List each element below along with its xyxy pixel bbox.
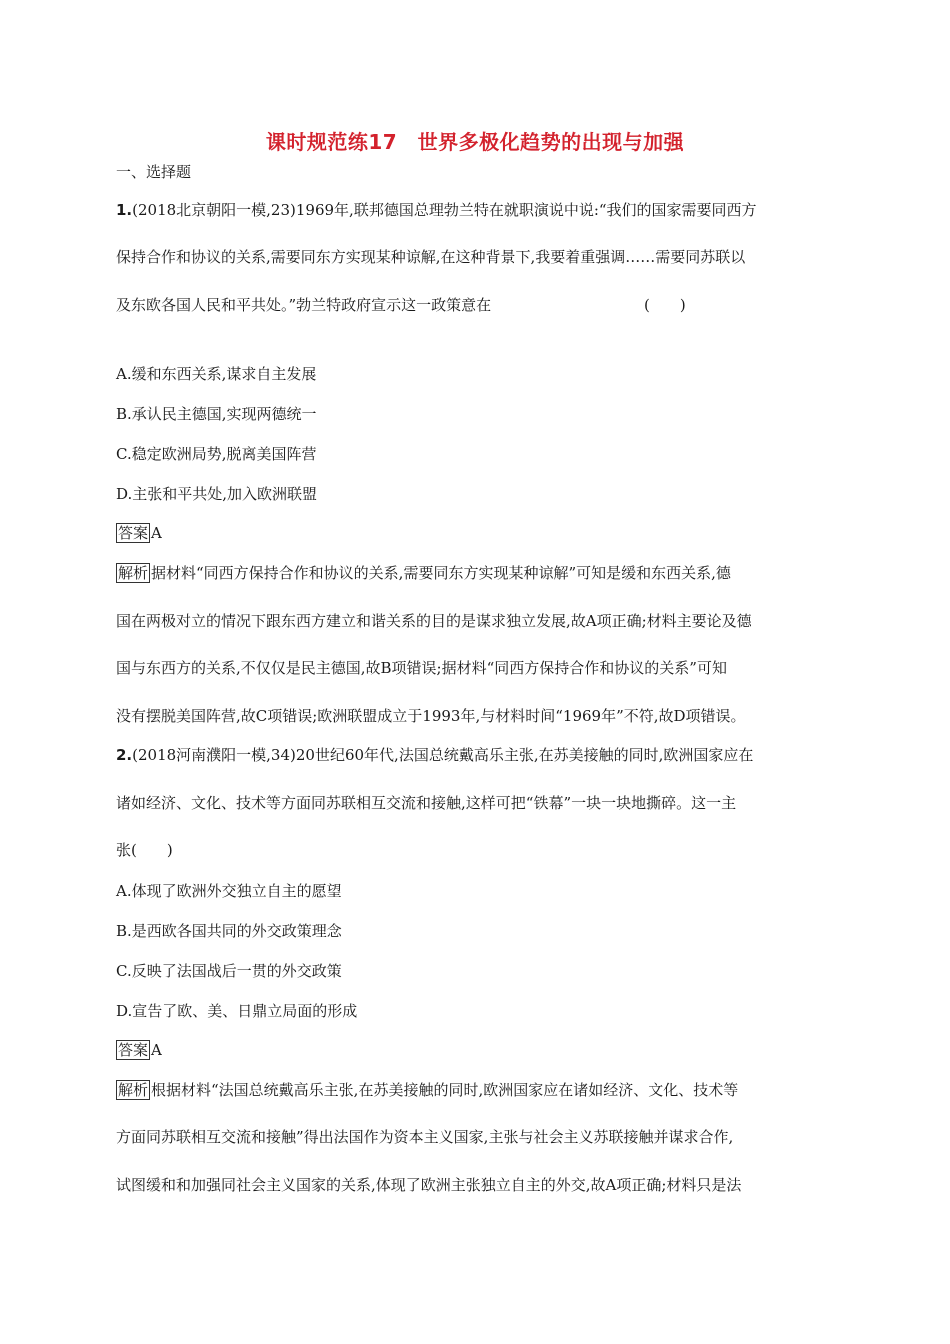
question-2-stem-line-2: 诸如经济、文化、技术等方面同苏联相互交流和接触,这样可把“铁幕”一块一块地撕碎。这一主: [116, 794, 737, 812]
answer-label-box: 答案: [118, 524, 149, 542]
question-2-option-c: C.反映了法国战后一贯的外交政策: [116, 962, 342, 980]
question-1-stem-line-1: 1.(2018北京朝阳一模,23)1969年,联邦德国总理勃兰特在就职演说中说:“我们的国家需要同西方: [116, 201, 757, 219]
analysis-label-box: 解析: [118, 564, 149, 582]
question-2-option-a: A.体现了欧洲外交独立自主的愿望: [116, 882, 342, 900]
question-2-stem-line-1: 2.(2018河南濮阳一模,34)20世纪60年代,法国总统戴高乐主张,在苏美接触的同时,欧洲国家应在: [116, 746, 754, 764]
question-2-stem-line-3: 张( ): [116, 841, 173, 859]
question-1-analysis-line-1: 解析 据材料“同西方保持合作和协议的关系,需要同东方实现某种谅解”可知是缓和东西关系,德: [118, 564, 731, 582]
question-1-analysis-line-2: 国在两极对立的情况下跟东西方建立和谐关系的目的是谋求独立发展,故A项正确;材料主要论及德: [116, 612, 752, 630]
question-1-answer-blank: ( ): [644, 296, 686, 314]
answer-label-box: 答案: [118, 1041, 149, 1059]
question-2-analysis-line-1: 解析 根据材料“法国总统戴高乐主张,在苏美接触的同时,欧洲国家应在诸如经济、文化、技术等: [118, 1081, 739, 1099]
question-1-option-c: C.稳定欧洲局势,脱离美国阵营: [116, 445, 317, 463]
question-1-analysis-line-3: 国与东西方的关系,不仅仅是民主德国,故B项错误;据材料“同西方保持合作和协议的关系”可知: [116, 659, 727, 677]
section-heading: 一、选择题: [116, 163, 192, 181]
question-1-analysis-line-4: 没有摆脱美国阵营,故C项错误;欧洲联盟成立于1993年,与材料时间“1969年”不符,故D项错误。: [116, 707, 746, 725]
question-2-number: 2.: [116, 746, 133, 764]
analysis-label-box: 解析: [118, 1081, 149, 1099]
question-2-analysis-line-2: 方面同苏联相互交流和接触”得出法国作为资本主义国家,主张与社会主义苏联接触并谋求合作,: [116, 1128, 734, 1146]
question-2-analysis-line-3: 试图缓和和加强同社会主义国家的关系,体现了欧洲主张独立自主的外交,故A项正确;材料只是法: [116, 1176, 742, 1194]
question-1-option-a: A.缓和东西关系,谋求自主发展: [116, 365, 317, 383]
question-2-option-d: D.宣告了欧、美、日鼎立局面的形成: [116, 1002, 358, 1020]
question-1-option-d: D.主张和平共处,加入欧洲联盟: [116, 485, 318, 503]
question-1-option-b: B.承认民主德国,实现两德统一: [116, 405, 317, 423]
question-2-answer-value: A: [151, 1041, 162, 1059]
question-1-stem-line-2: 保持合作和协议的关系,需要同东方实现某种谅解,在这种背景下,我要着重强调……需要同苏联以: [116, 248, 746, 266]
question-1-answer-value: A: [151, 524, 162, 542]
question-2-option-b: B.是西欧各国共同的外交政策理念: [116, 922, 342, 940]
question-1-number: 1.: [116, 201, 133, 219]
question-1-answer: [116, 523, 162, 543]
question-1-stem-line-3: 及东欧各国人民和平共处。”勃兰特政府宣示这一政策意在: [116, 296, 492, 314]
question-2-answer: [116, 1040, 162, 1060]
page-title: 课时规范练17 世界多极化趋势的出现与加强: [265, 130, 685, 154]
